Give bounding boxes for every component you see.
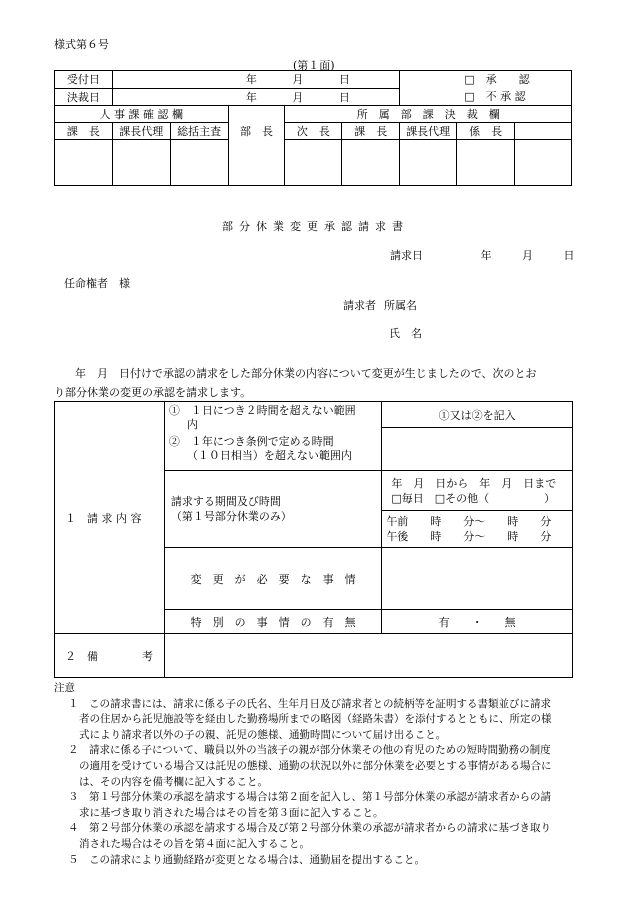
- stamp-cell[interactable]: [400, 140, 457, 186]
- hr-col-1: 課長代理: [112, 123, 170, 140]
- hr-col-0: 課 長: [55, 123, 113, 140]
- stamp-cell[interactable]: [515, 140, 572, 186]
- dept-col-0: 部 長: [228, 123, 285, 140]
- stamp-cell[interactable]: [342, 140, 400, 186]
- stamp-cell[interactable]: [457, 140, 515, 186]
- hr-col-2: 総括主査: [170, 123, 228, 140]
- dept-col-3: 課長代理: [400, 123, 457, 140]
- section2-label: ２ 備 考: [55, 634, 165, 678]
- received-label: 受付日: [55, 71, 113, 89]
- decided-label: 決裁日: [55, 88, 113, 106]
- dept-col-1: 次 長: [285, 123, 342, 140]
- body-line-1: 年 月 日付けで承認の請求をした部分休業の内容について変更が生じましたので、次のとお: [75, 367, 537, 380]
- option-input[interactable]: [382, 428, 573, 471]
- note-line: 式により請求者以外の子の親、託児の態様、通勤時間について届け出ること。: [79, 728, 447, 741]
- requester-affiliation: 請求者 所属名: [343, 299, 417, 312]
- note-line: は、その内容を備考欄に記入すること。: [79, 775, 268, 788]
- note-line: ３ 第１号部分休業の承認を請求する場合は第２面を記入し、第１号部分休業の承認が請求者からの請: [68, 791, 551, 804]
- special-label: 特 別 の 事 情 の 有 無: [164, 610, 381, 634]
- note-line: 者の住居から託児施設等を経由した勤務場所までの略図（経路朱書）を添付するとともに、所定の様: [79, 713, 552, 726]
- note-line: 消された場合はその旨を第４面に記入すること。: [79, 837, 310, 850]
- dept-header: 所 属 部 課 決 裁 欄: [285, 106, 572, 123]
- decided-date: 年 月 日: [112, 88, 399, 106]
- reason-input[interactable]: [382, 548, 573, 610]
- request-date: 請求日 年 月 日: [390, 249, 575, 262]
- form-number: 様式第６号: [54, 38, 109, 51]
- requester-name: 氏 名: [389, 327, 422, 340]
- notes-section: [54, 681, 574, 868]
- disapprove-option[interactable]: □ 不 承 認: [464, 90, 526, 103]
- dept-col-2: 課 長: [342, 123, 400, 140]
- note-line: ５ この請求により通勤経路が変更となる場合は、通勤届を提出すること。: [68, 853, 425, 866]
- reason-label: 変 更 が 必 要 な 事 情: [164, 548, 381, 610]
- notes-heading: 注意: [54, 682, 75, 694]
- side-label: (第１面): [293, 59, 335, 72]
- remarks-input[interactable]: [164, 634, 572, 678]
- body-line-2: り部分休業の変更の承認を請求します。: [54, 386, 252, 399]
- option-note: ①又は②を記入: [382, 402, 573, 428]
- decision-options: [400, 71, 572, 106]
- stamp-cell[interactable]: [170, 140, 228, 186]
- received-date: 年 月 日: [112, 71, 399, 89]
- stamp-cell[interactable]: [55, 140, 113, 186]
- period-label-cell: 請求する期間及び時間 （第１号部分休業のみ）: [164, 471, 381, 548]
- special-value[interactable]: 有 ・ 無: [382, 610, 573, 634]
- addressee: 任命権者 様: [64, 277, 130, 290]
- time-cell[interactable]: 午前 時 分～ 時 分 午後 時 分～ 時 分: [382, 511, 573, 548]
- detail-table: [54, 401, 573, 678]
- period-range-cell[interactable]: 年 月 日から 年 月 日まで □毎日 □その他（ ）: [382, 471, 573, 511]
- hr-header: 人 事 課 確 認 欄: [55, 106, 229, 123]
- stamp-cell[interactable]: [228, 140, 285, 186]
- section1-label: １ 請 求 内 容: [55, 402, 165, 634]
- approve-option[interactable]: □ 承 認: [464, 73, 530, 86]
- note-line: １ この請求書には、請求に係る子の氏名、生年月日及び請求者との続柄等を証明する書類並びに請求: [68, 697, 551, 710]
- option-descriptions: ① １日につき２時間を超えない範囲 内 ② １年につき条例で定める時間 （１０日相当）を超えない範囲内: [164, 402, 381, 471]
- dept-col-4: 係 長: [457, 123, 515, 140]
- note-line: ４ 第２号部分休業の承認を請求する場合及び第２号部分休業の承認が請求者からの請求に基づき取り: [68, 822, 551, 835]
- stamp-extra: [515, 123, 572, 140]
- stamp-cell[interactable]: [285, 140, 342, 186]
- note-line: の適用を受けている場合又は託児の態様、通勤の状況以外に部分休業を必要とする事情がある場合に: [79, 759, 552, 772]
- form-title: 部分休業変更承認請求書: [222, 220, 409, 233]
- stamp-cell[interactable]: [112, 140, 170, 186]
- note-line: 求に基づき取り消された場合はその旨を第３面に記入すること。: [79, 806, 384, 819]
- approval-table: [54, 70, 572, 186]
- note-line: ２ 請求に係る子について、職員以外の当該子の親が部分休業その他の育児のための短時間勤務の制度: [68, 744, 551, 757]
